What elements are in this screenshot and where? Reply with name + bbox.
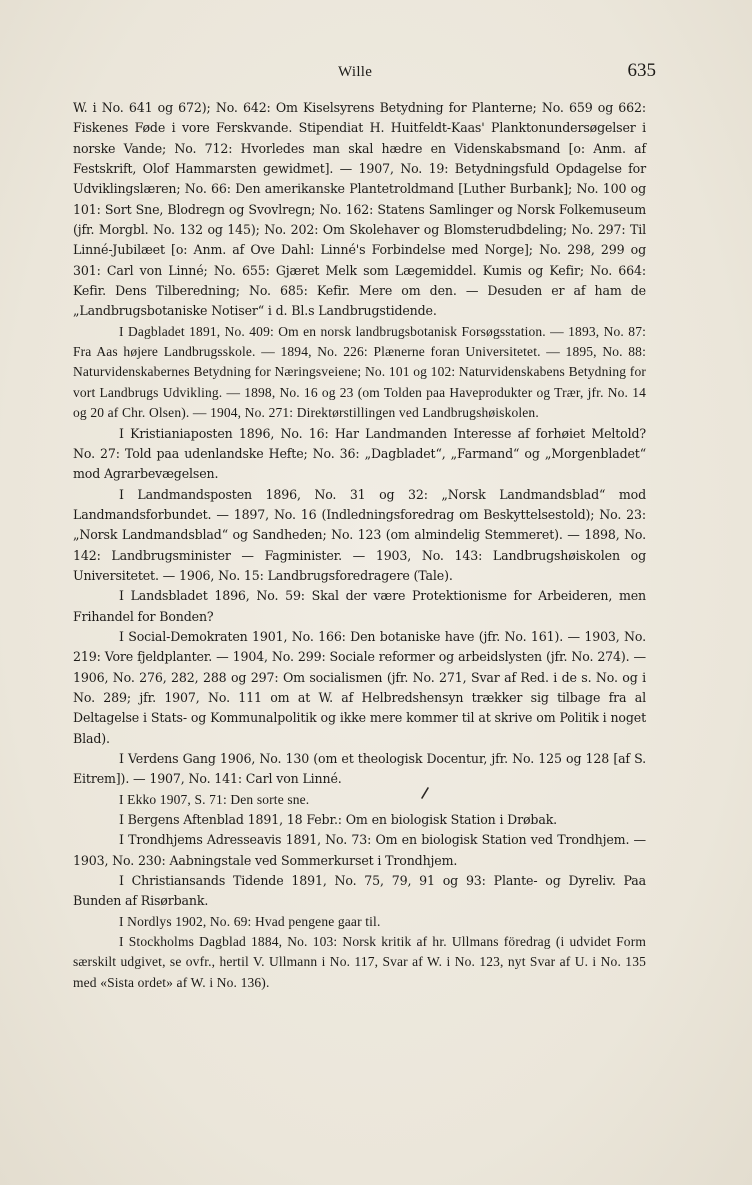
running-head: Wille [338,64,373,80]
page-number: 635 [627,60,656,81]
bibliography-entry: I Trondhjems Adresseavis 1891, No. 73: Om en biologisk Station ved Trondhjem. — 1903, No. 230: Aabningstale ved Sommerkurset i Trondhjem. [73,832,646,868]
page-header [0,60,752,86]
bibliography-entry: I Christiansands Tidende 1891, No. 75, 79, 91 og 93: Plante- og Dyreliv. Paa Bunden af Risørbank. [73,873,646,909]
bibliography-entry: I Verdens Gang 1906, No. 130 (om et theologisk Docentur, jfr. No. 125 og 128 [af S. Eitrem]). — 1907, No. 141: Carl von Linné. [73,751,646,787]
bibliography-entry: I Social-Demokraten 1901, No. 166: Den botaniske have (jfr. No. 161). — 1903, No. 219: Vore fjeldplanter. — 1904, No. 299: Sociale reformer og arbeidslysten (jfr. No. 274). — 1906, No. 276, 282, 288 og 297: Om socialismen (jfr. No. 271, Svar af Red. i de s. No. og i No. 289; jfr. 1907, No. 111 om at W. af Helbredshensyn trækker sig tilbage fra al Deltagelse i Stats- og Kommunalpolitik og ikke mere kommer til at skrive om Politik i noget Blad). [73,628,646,746]
bibliography-entry: I Bergens Aftenblad 1891, 18 Febr.: Om en biologisk Station i Drøbak. [119,812,558,828]
bibliography-entry: I Nordlys 1902, No. 69: Hvad pengene gaar til. [119,913,381,929]
bibliography-entry: I Landsbladet 1896, No. 59: Skal der være Protektionisme for Arbeideren, men Frihandel for Bonden? [73,588,646,624]
bibliography-entry: I Stockholms Dagblad 1884, No. 103: Norsk kritik af hr. Ullmans föredrag (i udvidet Form særskilt udgivet, se ovfr., hertil V. Ullmann i No. 117, Svar af W. i No. 123, nyt Svar af U. i No. 135 med «Sista ordet» af W. i No. 136). [73,934,646,990]
bibliography-entry: I Kristianiaposten 1896, No. 16: Har Landmanden Interesse af forhøiet Meltold? No. 27: Told paa udenlandske Hefte; No. 36: „Dagbladet“, „Farmand“ og „Morgenbladet“ mod Agrarbevægelsen. [73,425,646,482]
bibliography-entry: I Landmandsposten 1896, No. 31 og 32: „Norsk Landmandsblad“ mod Landmandsforbundet. — 1897, No. 16 (Indledningsforedrag om Beskyttelsestold); No. 23: „Norsk Landmandsblad“ og Sandheden; No. 123 (om almindelig Stemmeret). — 1898, No. 142: Landbrugsminister — Fagminister. — 1903, No. 143: Landbrugshøiskolen og Universitetet. — 1906, No. 15: Landbrugsforedragere (Tale). [73,486,646,583]
pencil-mark [420,786,430,800]
bibliography-body [73,98,646,993]
bibliography-entry: I Dagbladet 1891, No. 409: Om en norsk landbrugsbotanisk Forsøgsstation. — 1893, No. 87: Fra Aas højere Landbrugsskole. — 1894, No. 226: Plænerne foran Universitetet. — 1895, No. 88: Naturvidenskabernes Betydning for Næringsveiene; No. 101 og 102: Naturvidenskabens Betydning for vort Landbrugs Udvikling. — 1898, No. 16 og 23 (om Tolden paa Haveprodukter og Trær, jfr. No. 14 og 20 af Chr. Olsen). — 1904, No. 271: Direktørstillingen ved Landbrugshøiskolen. [73,323,646,421]
bibliography-entry: I Ekko 1907, S. 71: Den sorte sne. [119,791,310,807]
bibliography-entry: W. i No. 641 og 672); No. 642: Om Kiselsyrens Betydning for Planterne; No. 659 og 662: Fiskenes Føde i vore Ferskvande. Stipendiat H. Huitfeldt-Kaas' Planktonundersøgelser i norske Vande; No. 712: Hvorledes man skal hædre en Videnskabsmand [o: Anm. af Festskrift, Olof Hammarsten gewidmet]. — 1907, No. 19: Betydningsfuld Opdagelse for Udviklingslæren; No. 66: Den amerikanske Plantetroldmand [Luther Burbank]; No. 100 og 101: Sort Sne, Blodregn og Svovlregn; No. 162: Statens Samlinger og Norsk Folkemuseum (jfr. Morgbl. No. 132 og 145); No. 202: Om Skolehaver og Blomsterudbdeling; No. 297: Til Linné-Jubilæet [o: Anm. af Ove Dahl: Linné's Forbindelse med Norge]; No. 298, 299 og 301: Carl von Linné; No. 655: Gjæret Melk som Lægemiddel. Kumis og Kefir; No. 664: Kefir. Dens Tilberedning; No. 685: Kefir. Mere om den. — Desuden er af ham de „Landbrugsbotaniske Notiser“ i d. Bl.s Landbrugstidende. [73,100,646,319]
